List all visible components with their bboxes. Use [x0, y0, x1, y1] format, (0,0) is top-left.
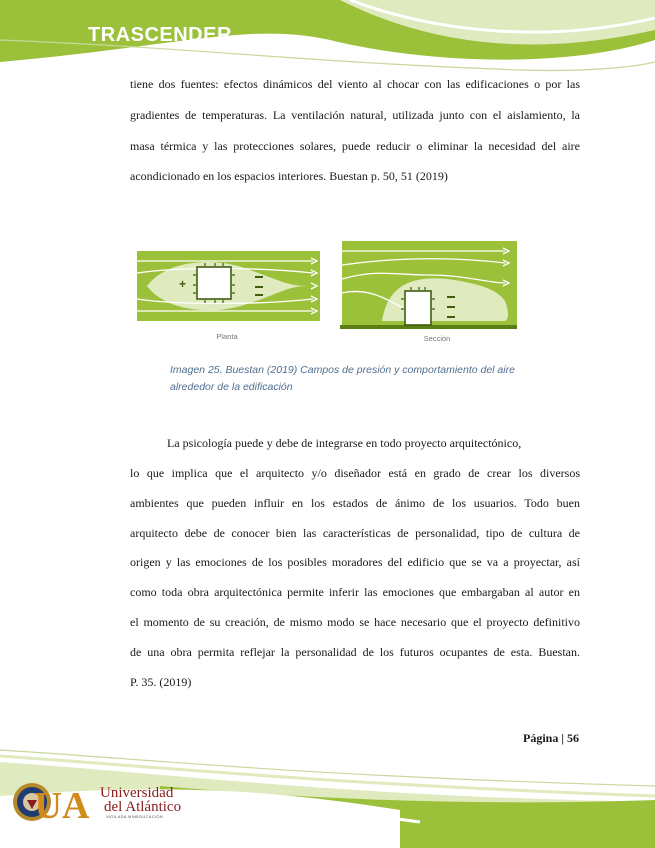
paragraph-line: acondicionado en los espacios interiores. Buestan p. 50, 51 (2019) [130, 169, 448, 183]
page-number: Página | 56 [523, 731, 579, 745]
paragraph-line: gradientes de temperaturas. La ventilación natural, utilizada junto con el aislamiento, la [130, 108, 580, 122]
paragraph-line: P. 35. (2019) [130, 675, 192, 689]
caption-line: Imagen 25. Buestan (2019) Campos de presión y comportamiento del aire [170, 364, 515, 376]
logo-letters: UA [34, 785, 90, 827]
university-tagline: VIGILADA MINEDUCACIÓN [106, 814, 163, 819]
paragraph-line: el momento de su creación, de mismo modo se hace necesario que el proyecto definitivo [130, 615, 580, 629]
paragraph-line: ambientes que pueden influir en los estados de ánimo de los usuarios. Todo buen [130, 496, 580, 510]
caption-line: alrededor de la edificación [170, 381, 293, 393]
paragraph-line: tiene dos fuentes: efectos dinámicos del viento al chocar con las edificaciones o por las [130, 77, 580, 91]
university-name [100, 786, 181, 819]
paragraph-line: masa térmica y las protecciones solares, puede reducir o eliminar la necesidad del aire [130, 139, 580, 153]
plus-sign: + [179, 277, 187, 291]
university-seal-icon [10, 778, 100, 828]
paragraph-line: lo que implica que el arquitecto y/o diseñador está en grado de crear los diversos [130, 466, 580, 480]
plan-diagram [137, 251, 320, 341]
paragraph-line: como toda obra arquitectónica permite inferir las emociones que embargaban al autor en [130, 585, 580, 599]
paragraph-line: La psicología puede y debe de integrarse en todo proyecto arquitectónico, [167, 436, 522, 450]
university-line-1: Universidad [100, 785, 174, 801]
paragraph-line: de una obra permita reflejar la personalidad de los futuros ocupantes de esta. Buestan. [130, 645, 580, 659]
figure-caption [170, 362, 570, 396]
wind-pressure-figure [137, 239, 517, 345]
section-label: Sección [423, 334, 451, 343]
plan-label: Planta [216, 332, 238, 341]
brand-title: TRASCENDER [88, 24, 232, 46]
university-line-2: del Atlántico [104, 799, 182, 815]
paragraph-line: arquitecto debe de conocer bien las características de personalidad, tipo de cultura de [130, 526, 580, 540]
paragraph-line: origen y las emociones de los posibles moradores del edificio que se va a proyectar, así [130, 555, 580, 569]
section-diagram [340, 241, 517, 343]
